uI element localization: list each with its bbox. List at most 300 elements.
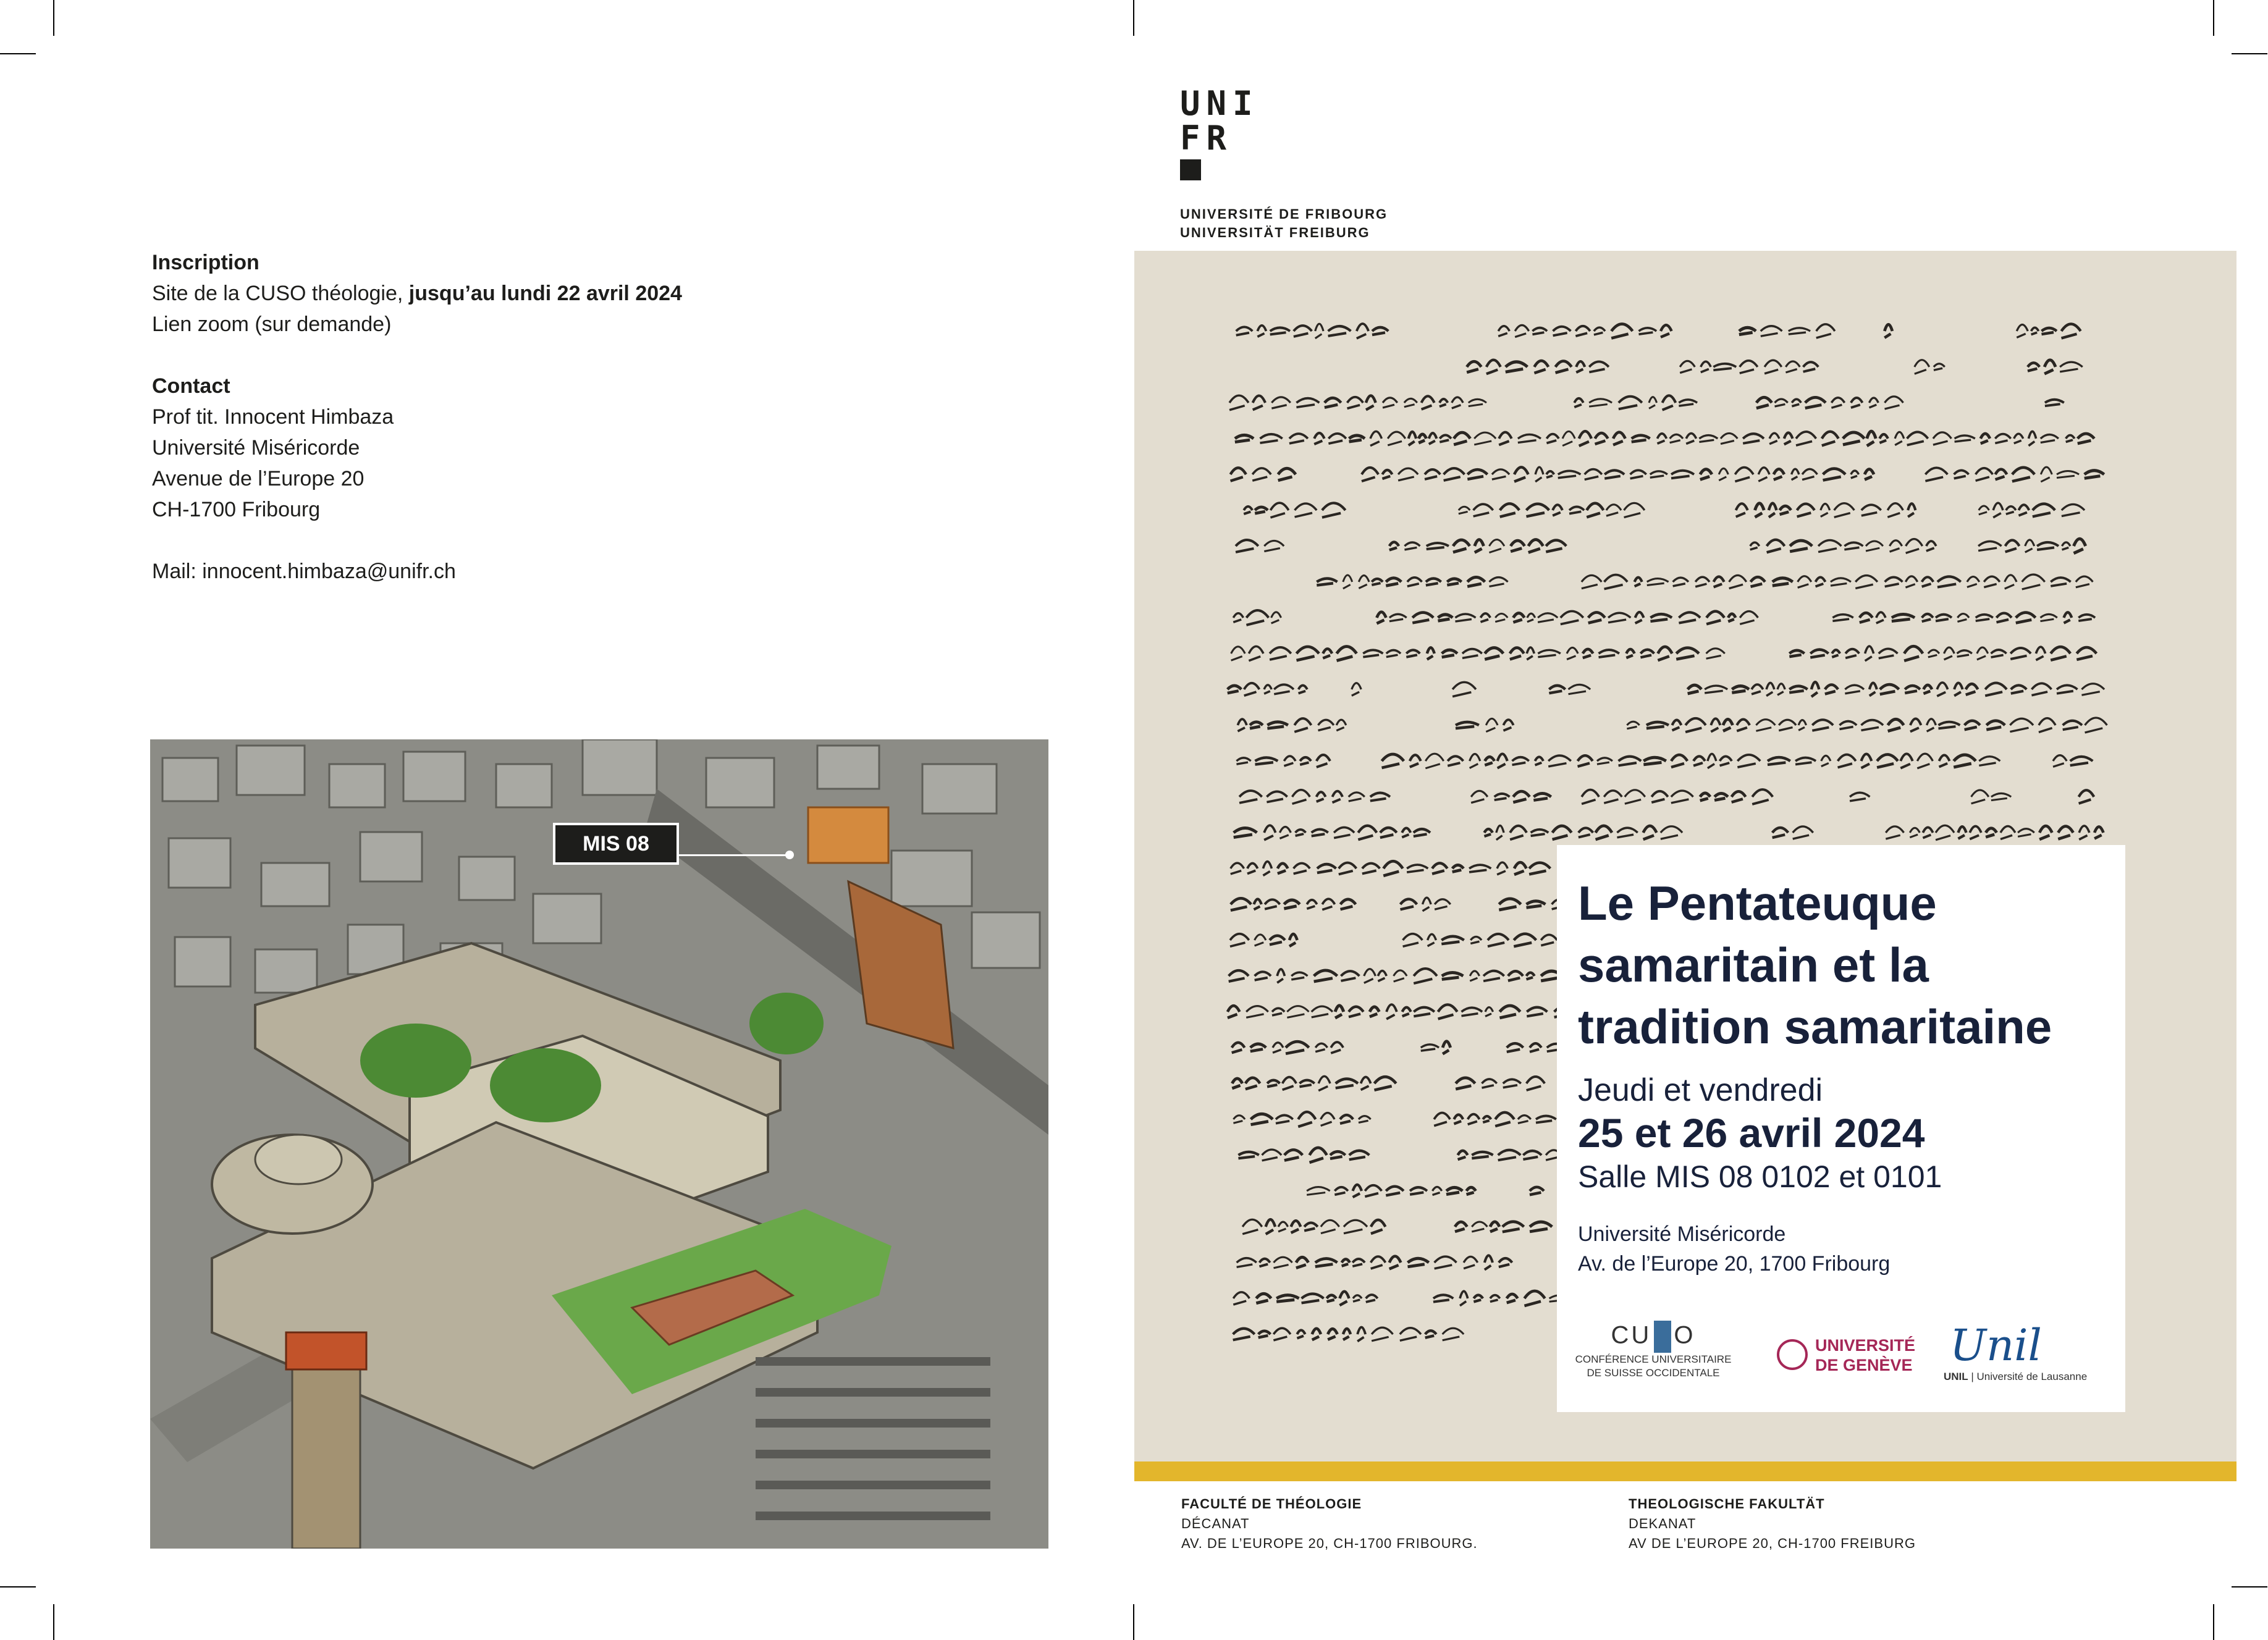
script-glyph bbox=[1272, 1008, 1284, 1016]
script-glyph bbox=[1414, 969, 1437, 983]
script-glyph bbox=[1755, 503, 1764, 518]
script-glyph bbox=[1955, 435, 1975, 442]
script-glyph bbox=[1737, 755, 1760, 767]
script-glyph bbox=[2041, 328, 2056, 334]
script-glyph bbox=[1489, 539, 1504, 552]
script-glyph bbox=[1798, 720, 1806, 731]
script-glyph bbox=[1957, 650, 1972, 657]
script-glyph bbox=[1638, 328, 1656, 334]
script-glyph bbox=[1347, 397, 1364, 409]
title-card bbox=[1557, 845, 2125, 1412]
script-glyph bbox=[2051, 647, 2070, 660]
script-glyph bbox=[1495, 1112, 1514, 1126]
script-glyph bbox=[1321, 1113, 1334, 1126]
script-glyph bbox=[1558, 471, 1581, 477]
script-glyph bbox=[1317, 755, 1330, 767]
script-glyph bbox=[1464, 1256, 1478, 1268]
script-glyph bbox=[1473, 504, 1493, 516]
script-glyph bbox=[1315, 324, 1323, 339]
script-glyph bbox=[1257, 326, 1266, 337]
script-glyph bbox=[1438, 615, 1452, 621]
script-glyph bbox=[2057, 471, 2079, 477]
script-glyph bbox=[1512, 757, 1529, 765]
script-glyph bbox=[1404, 542, 1420, 550]
script-glyph bbox=[1844, 542, 1863, 550]
script-glyph bbox=[1892, 614, 1915, 621]
script-glyph bbox=[1937, 683, 1947, 696]
script-glyph bbox=[1646, 722, 1669, 728]
script-glyph bbox=[1291, 1221, 1301, 1233]
script-glyph bbox=[1325, 398, 1341, 407]
script-glyph bbox=[1530, 1043, 1541, 1052]
script-glyph bbox=[1839, 721, 1857, 730]
script-glyph bbox=[1706, 649, 1725, 659]
geneve-text-line: DE GENÈVE bbox=[1815, 1356, 1913, 1374]
script-glyph bbox=[1627, 721, 1639, 729]
script-glyph bbox=[1838, 755, 1856, 768]
script-glyph bbox=[1797, 504, 1815, 517]
script-glyph bbox=[1869, 398, 1878, 408]
script-glyph bbox=[1700, 793, 1710, 801]
script-glyph bbox=[2094, 826, 2103, 838]
geneve-text bbox=[1815, 1335, 1915, 1375]
script-glyph bbox=[1594, 327, 1605, 335]
inscription-prefix: Site de la CUSO théologie, bbox=[152, 282, 403, 305]
script-glyph bbox=[1625, 790, 1645, 804]
script-glyph bbox=[1775, 399, 1788, 406]
script-glyph bbox=[1887, 503, 1903, 518]
script-glyph bbox=[1283, 1077, 1297, 1090]
script-glyph bbox=[1736, 503, 1748, 516]
script-glyph bbox=[1389, 614, 1407, 621]
script-glyph bbox=[1317, 864, 1336, 873]
unil-strong: UNIL bbox=[1944, 1371, 1968, 1382]
unil-script-logo: Unil bbox=[1950, 1320, 2042, 1371]
script-glyph bbox=[2045, 400, 2064, 406]
script-glyph bbox=[2016, 613, 2036, 623]
script-glyph bbox=[1613, 432, 1625, 445]
script-glyph bbox=[1244, 507, 1252, 514]
script-glyph bbox=[1766, 683, 1774, 696]
script-glyph bbox=[1499, 432, 1511, 445]
script-glyph bbox=[1740, 361, 1758, 373]
script-glyph bbox=[1651, 791, 1667, 802]
script-glyph bbox=[1233, 1292, 1249, 1305]
script-glyph bbox=[1335, 1006, 1344, 1018]
inscription-line bbox=[152, 278, 770, 309]
script-glyph bbox=[1292, 790, 1310, 804]
event-title-line: Le Pentateuque bbox=[1578, 876, 1937, 930]
script-glyph bbox=[1370, 1007, 1379, 1017]
script-glyph bbox=[1427, 543, 1449, 549]
script-glyph bbox=[1378, 971, 1386, 982]
script-glyph bbox=[1470, 971, 1479, 981]
script-glyph bbox=[1773, 828, 1789, 838]
partner-logos bbox=[1573, 1321, 2109, 1395]
script-glyph bbox=[1318, 1076, 1330, 1090]
footer-line: DEKANAT bbox=[1629, 1516, 1697, 1531]
script-glyph bbox=[1388, 432, 1405, 445]
inscription-deadline: jusqu’au lundi 22 avril 2024 bbox=[408, 282, 682, 305]
script-glyph bbox=[1714, 793, 1728, 800]
script-glyph bbox=[1490, 1222, 1499, 1232]
script-glyph bbox=[2064, 612, 2072, 623]
script-glyph bbox=[2017, 324, 2028, 337]
script-glyph bbox=[1242, 1219, 1262, 1234]
script-glyph bbox=[1349, 1007, 1364, 1017]
script-glyph bbox=[1890, 540, 1902, 552]
gold-band bbox=[1134, 1461, 2236, 1481]
cuso-bar-icon bbox=[1654, 1321, 1671, 1353]
script-glyph bbox=[1334, 827, 1354, 838]
script-glyph bbox=[1553, 826, 1572, 839]
script-glyph bbox=[1630, 470, 1646, 478]
script-glyph bbox=[1514, 862, 1527, 875]
script-glyph bbox=[1737, 720, 1750, 731]
script-glyph bbox=[1937, 576, 1961, 587]
script-glyph bbox=[1574, 398, 1583, 407]
script-glyph bbox=[1467, 361, 1481, 372]
script-glyph bbox=[1907, 432, 1928, 445]
script-glyph bbox=[1426, 579, 1441, 586]
script-glyph bbox=[1330, 1151, 1346, 1159]
script-glyph bbox=[1273, 1257, 1292, 1268]
script-glyph bbox=[1680, 361, 1695, 372]
script-glyph bbox=[2006, 507, 2016, 515]
script-glyph bbox=[1296, 647, 1318, 660]
script-glyph bbox=[1860, 613, 1873, 623]
script-glyph bbox=[1996, 469, 2007, 480]
script-glyph bbox=[1349, 1151, 1370, 1159]
footer-line: AV DE L’EUROPE 20, CH-1700 FREIBURG bbox=[1629, 1536, 1916, 1551]
script-glyph bbox=[1407, 578, 1422, 586]
script-glyph bbox=[2031, 327, 2039, 334]
script-glyph bbox=[1910, 828, 1920, 837]
script-glyph bbox=[1238, 1152, 1258, 1158]
script-glyph bbox=[2033, 504, 2055, 517]
script-glyph bbox=[1277, 969, 1284, 983]
script-glyph bbox=[1228, 686, 1241, 693]
script-glyph bbox=[1291, 972, 1307, 980]
contact-line: Prof tit. Innocent Himbaza bbox=[152, 405, 394, 429]
script-glyph bbox=[1530, 1187, 1544, 1195]
crop-mark bbox=[1133, 1604, 1134, 1640]
script-glyph bbox=[1562, 431, 1575, 445]
script-glyph bbox=[1382, 754, 1404, 768]
script-glyph bbox=[1440, 435, 1451, 442]
script-glyph bbox=[1323, 649, 1332, 658]
geneve-text-line: UNIVERSITÉ bbox=[1815, 1336, 1916, 1355]
script-glyph bbox=[1792, 469, 1799, 480]
script-glyph bbox=[1895, 432, 1904, 445]
script-glyph bbox=[1991, 793, 2011, 800]
script-glyph bbox=[1265, 899, 1279, 909]
script-glyph bbox=[1518, 1116, 1531, 1124]
script-glyph bbox=[1414, 1007, 1435, 1017]
footer-french bbox=[1181, 1494, 1478, 1554]
script-glyph bbox=[1287, 1006, 1309, 1018]
script-glyph bbox=[2051, 578, 2070, 586]
script-glyph bbox=[1442, 973, 1464, 980]
script-glyph bbox=[2076, 576, 2093, 587]
script-glyph bbox=[1861, 720, 1883, 731]
script-glyph bbox=[1414, 829, 1430, 836]
script-glyph bbox=[1635, 578, 1642, 586]
script-glyph bbox=[1970, 826, 1981, 839]
script-glyph bbox=[1404, 398, 1417, 406]
script-glyph bbox=[1307, 1187, 1330, 1195]
script-glyph bbox=[2028, 431, 2036, 445]
script-glyph bbox=[1284, 1150, 1302, 1160]
script-glyph bbox=[1867, 431, 1876, 446]
script-glyph bbox=[1582, 575, 1602, 588]
script-glyph bbox=[1527, 1077, 1545, 1090]
script-glyph bbox=[1236, 540, 1258, 552]
script-glyph bbox=[1855, 576, 1878, 589]
script-glyph bbox=[1363, 650, 1383, 657]
script-glyph bbox=[1538, 613, 1558, 623]
script-glyph bbox=[1267, 722, 1288, 729]
script-glyph bbox=[1958, 826, 1966, 839]
script-glyph bbox=[1729, 575, 1747, 588]
script-glyph bbox=[1671, 471, 1694, 478]
script-glyph bbox=[1608, 613, 1630, 623]
crop-mark bbox=[0, 1586, 36, 1587]
script-glyph bbox=[2074, 539, 2086, 553]
script-glyph bbox=[1743, 434, 1764, 444]
script-glyph bbox=[1527, 613, 1535, 622]
script-glyph bbox=[1979, 506, 1989, 515]
script-glyph bbox=[2018, 505, 2029, 515]
script-glyph bbox=[1447, 579, 1461, 585]
script-glyph bbox=[1546, 540, 1566, 552]
script-glyph bbox=[1494, 794, 1510, 800]
script-glyph bbox=[1508, 971, 1523, 980]
script-glyph bbox=[1246, 610, 1268, 625]
script-glyph bbox=[2053, 755, 2067, 767]
geneve-logo bbox=[1777, 1333, 1925, 1382]
script-glyph bbox=[1761, 326, 1782, 337]
script-glyph bbox=[1986, 828, 1997, 837]
script-glyph bbox=[1341, 899, 1356, 909]
script-glyph bbox=[1619, 757, 1642, 766]
script-glyph bbox=[1349, 793, 1365, 801]
script-glyph bbox=[1604, 791, 1622, 803]
script-glyph bbox=[2037, 542, 2059, 550]
script-glyph bbox=[1915, 360, 1929, 374]
script-glyph bbox=[1695, 577, 1709, 587]
event-title-line: samaritain et la bbox=[1578, 938, 1929, 992]
script-glyph bbox=[1233, 613, 1243, 623]
script-glyph bbox=[1340, 1115, 1353, 1124]
script-glyph bbox=[1371, 1220, 1385, 1234]
script-glyph bbox=[1984, 576, 2000, 587]
script-glyph bbox=[1274, 684, 1294, 694]
script-glyph bbox=[1289, 434, 1308, 444]
script-glyph bbox=[1249, 646, 1263, 660]
crop-mark bbox=[0, 53, 36, 54]
script-glyph bbox=[1343, 1329, 1351, 1340]
script-glyph bbox=[1993, 503, 2003, 518]
script-glyph bbox=[1876, 612, 1886, 623]
script-glyph bbox=[1879, 434, 1888, 443]
script-glyph bbox=[1647, 579, 1669, 586]
script-glyph bbox=[2041, 434, 2059, 442]
script-glyph bbox=[1585, 469, 1602, 480]
script-glyph bbox=[1880, 684, 1899, 694]
script-glyph bbox=[1425, 1331, 1436, 1337]
script-glyph bbox=[1333, 791, 1343, 803]
script-glyph bbox=[1389, 542, 1399, 550]
script-glyph bbox=[1270, 647, 1291, 660]
script-glyph bbox=[1492, 469, 1509, 479]
script-glyph bbox=[1349, 435, 1365, 442]
mail-line[interactable]: Mail: innocent.himbaza@unifr.ch bbox=[152, 560, 456, 583]
script-glyph bbox=[1304, 1223, 1318, 1231]
script-glyph bbox=[2063, 721, 2082, 730]
script-glyph bbox=[1425, 754, 1443, 768]
script-glyph bbox=[1789, 686, 1807, 693]
script-glyph bbox=[1229, 970, 1249, 982]
script-glyph bbox=[1229, 395, 1249, 410]
script-glyph bbox=[2028, 363, 2039, 371]
script-glyph bbox=[1910, 719, 1921, 732]
script-glyph bbox=[1549, 686, 1565, 693]
script-glyph bbox=[1334, 1187, 1347, 1195]
script-glyph bbox=[1459, 507, 1470, 513]
script-glyph bbox=[1246, 1006, 1268, 1018]
script-glyph bbox=[1756, 397, 1772, 408]
script-glyph bbox=[1619, 397, 1642, 410]
script-glyph bbox=[1802, 469, 1817, 479]
script-glyph bbox=[1793, 826, 1813, 839]
script-glyph bbox=[1954, 755, 1976, 767]
script-glyph bbox=[1235, 435, 1254, 442]
script-glyph bbox=[1278, 864, 1288, 873]
script-glyph bbox=[1671, 755, 1687, 767]
script-glyph bbox=[1407, 1258, 1428, 1267]
script-glyph bbox=[1885, 397, 1903, 409]
script-glyph bbox=[2070, 757, 2093, 765]
script-glyph bbox=[1442, 650, 1457, 657]
script-glyph bbox=[1599, 650, 1619, 657]
script-glyph bbox=[1553, 327, 1571, 336]
script-glyph bbox=[1422, 396, 1435, 409]
script-glyph bbox=[1247, 864, 1258, 874]
script-glyph bbox=[1255, 935, 1266, 946]
script-glyph bbox=[1386, 1187, 1404, 1196]
script-glyph bbox=[1460, 1291, 1468, 1305]
script-glyph bbox=[2005, 575, 2017, 589]
script-glyph bbox=[1352, 1259, 1365, 1266]
script-glyph bbox=[1317, 792, 1326, 802]
zoom-line: Lien zoom (sur demande) bbox=[152, 313, 392, 336]
script-glyph bbox=[1443, 1041, 1451, 1054]
script-glyph bbox=[1374, 1077, 1396, 1090]
script-glyph bbox=[1582, 789, 1599, 804]
script-glyph bbox=[1515, 325, 1528, 337]
script-glyph bbox=[1474, 432, 1496, 445]
script-glyph bbox=[1322, 503, 1346, 517]
script-glyph bbox=[2085, 718, 2107, 733]
script-glyph bbox=[1774, 469, 1784, 479]
contact-line: CH-1700 Fribourg bbox=[152, 498, 321, 521]
script-glyph bbox=[1259, 1259, 1270, 1267]
script-glyph bbox=[1923, 685, 1932, 694]
script-glyph bbox=[1256, 1293, 1271, 1303]
script-glyph bbox=[1342, 1259, 1350, 1266]
script-glyph bbox=[1850, 793, 1870, 801]
aerial-photo bbox=[150, 739, 1048, 1549]
script-glyph bbox=[1278, 1222, 1288, 1232]
script-glyph bbox=[1617, 828, 1637, 838]
script-glyph bbox=[1296, 1257, 1309, 1268]
script-glyph bbox=[1498, 326, 1509, 337]
script-glyph bbox=[1933, 432, 1952, 445]
script-glyph bbox=[1294, 326, 1312, 337]
script-glyph bbox=[1528, 540, 1543, 553]
script-glyph bbox=[2062, 324, 2081, 338]
script-glyph bbox=[1976, 615, 1993, 621]
script-glyph bbox=[1758, 468, 1769, 481]
script-glyph bbox=[1361, 1077, 1371, 1090]
script-glyph bbox=[1328, 326, 1351, 336]
left-info bbox=[152, 247, 770, 618]
script-glyph bbox=[2060, 362, 2083, 372]
script-glyph bbox=[1831, 578, 1851, 586]
script-glyph bbox=[1507, 1294, 1518, 1303]
script-glyph bbox=[1423, 898, 1431, 911]
script-glyph bbox=[1469, 399, 1486, 406]
cuso-mark bbox=[1573, 1321, 1734, 1353]
script-glyph bbox=[1364, 969, 1376, 983]
script-glyph bbox=[1253, 396, 1265, 410]
script-glyph bbox=[1343, 575, 1352, 589]
script-glyph bbox=[1818, 540, 1841, 552]
script-glyph bbox=[1739, 327, 1756, 334]
script-glyph bbox=[1556, 361, 1572, 373]
script-glyph bbox=[1484, 829, 1492, 836]
script-glyph bbox=[1939, 755, 1950, 767]
inscription-heading: Inscription bbox=[152, 251, 259, 274]
script-glyph bbox=[1569, 507, 1584, 513]
script-glyph bbox=[1267, 1080, 1279, 1087]
script-glyph bbox=[2076, 647, 2096, 660]
script-glyph bbox=[1429, 433, 1437, 444]
script-glyph bbox=[1485, 648, 1503, 660]
script-glyph bbox=[1462, 649, 1482, 658]
script-glyph bbox=[1514, 467, 1528, 481]
script-glyph bbox=[1485, 1255, 1493, 1269]
script-glyph bbox=[1888, 719, 1904, 731]
script-glyph bbox=[1663, 395, 1676, 410]
cuso-mark-left: CU bbox=[1611, 1321, 1652, 1349]
script-glyph bbox=[1344, 1220, 1367, 1233]
script-glyph bbox=[2014, 434, 2023, 444]
script-glyph bbox=[1886, 826, 1903, 839]
script-glyph bbox=[1693, 756, 1705, 765]
script-glyph bbox=[2010, 648, 2031, 659]
script-glyph bbox=[1321, 1220, 1339, 1233]
venue-line: Université Miséricorde bbox=[1578, 1222, 1786, 1246]
crop-mark bbox=[2213, 0, 2214, 36]
script-glyph bbox=[1284, 900, 1299, 909]
script-glyph bbox=[1643, 826, 1657, 839]
script-glyph bbox=[1784, 433, 1793, 445]
script-glyph bbox=[1526, 504, 1549, 516]
script-glyph bbox=[1995, 434, 2010, 444]
script-glyph bbox=[1362, 468, 1378, 481]
